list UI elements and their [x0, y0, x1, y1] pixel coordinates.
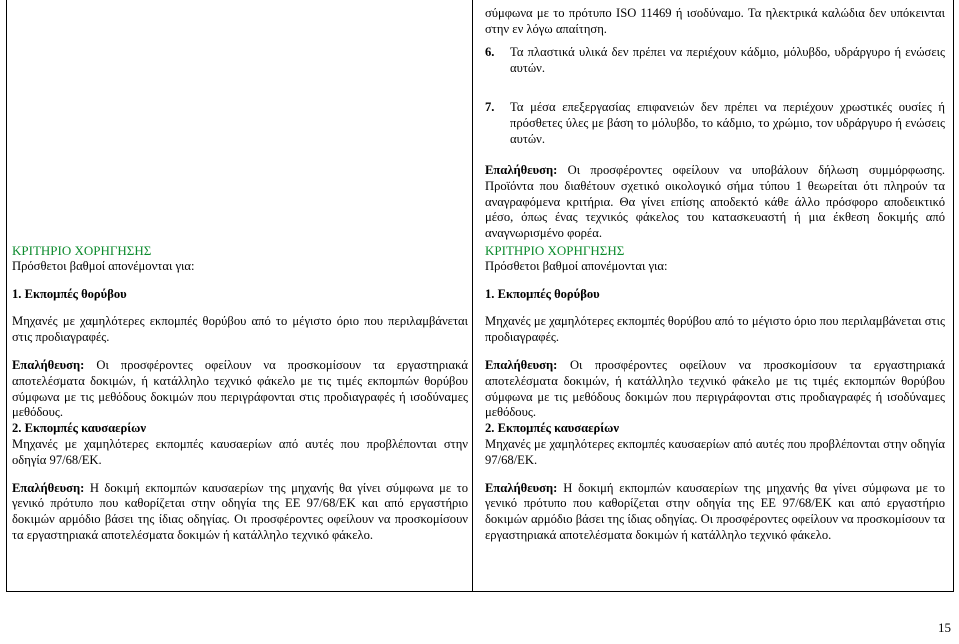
exhaust-text-right: Μηχανές με χαμηλότερες εκπομπές καυσαερίων από αυτές που προβλέπονται στην οδηγία 97/68/ΕΚ.	[485, 436, 945, 467]
item-6-text: Τα πλαστικά υλικά δεν πρέπει να περιέχουν κάδμιο, μόλυβδο, υδράργυρο ή ενώσεις αυτών.	[510, 45, 945, 75]
verification-paragraph	[485, 163, 945, 242]
right-verification	[485, 163, 945, 242]
noise-verification-label-right: Επαλήθευση:	[485, 357, 558, 372]
verification-label: Επαλήθευση:	[485, 163, 558, 177]
exhaust-verification-label-right: Επαλήθευση:	[485, 480, 558, 495]
noise-verification	[12, 358, 468, 421]
noise-verification-text-right: Οι προσφέροντες οφείλουν να προσκομίσουν τα εργαστηριακά αποτελέσματα δοκιμών, ή κατάλληλο τεχνικό φάκελο με τις τιμές εκπομπών θορύβου σύμφωνα με τις μεθόδους δοκιμών που περιγράφονται στις προδιαγραφές ή ισοδύναμες μεθόδους.	[485, 357, 945, 420]
noise-verification-label: Επαλήθευση:	[12, 357, 85, 372]
right-award-block	[485, 243, 945, 544]
exhaust-verification-label: Επαλήθευση:	[12, 480, 85, 495]
right-intro	[485, 6, 945, 38]
item-6-number: 6.	[485, 45, 495, 59]
exhaust-verification-right	[485, 481, 945, 544]
verification-text: Οι προσφέροντες οφείλουν να υποβάλουν δήλωση συμμόρφωσης. Προϊόντα που διαθέτουν σχετικό οικολογικό σήμα τύπου 1 θεωρείται ότι πληρούν τα αναγραφόμενα κριτήρια. Θα γίνει επίσης αποδεκτό κάθε άλλο πρόσφορο αποδεικτικό μέσο, όπως ένας τεχνικός φάκελος του κατασκευαστή ή μια έκθεση δοκιμής από αναγνωρισμένο φορέα.	[485, 163, 945, 241]
exhaust-verification-text: Η δοκιμή εκπομπών καυσαερίων της μηχανής θα γίνει σύμφωνα με το γενικό πρότυπο που καθορίζεται στην οδηγία της ΕΕ 97/68/ΕΚ και από εργαστήριο δοκιμών αρμόδιο βάσει της ίδιας οδηγίας. Οι προσφέροντες οφείλουν να προσκομίσουν τα εργαστηριακά αποτελέσματα δοκιμών ή κατάλληλο τεχνικό φάκελο.	[12, 480, 468, 542]
column-divider	[472, 0, 473, 592]
list-item-6	[485, 45, 945, 77]
additional-points-right: Πρόσθετοι βαθμοί απονέμονται για:	[485, 258, 668, 273]
list-item-7	[485, 100, 945, 147]
exhaust-heading-text-right: 2. Εκπομπές καυσαερίων	[485, 421, 619, 436]
noise-text-right: Μηχανές με χαμηλότερες εκπομπές θορύβου από το μέγιστο όριο που περιλαμβάνεται στις προδιαγραφές.	[485, 314, 945, 345]
noise-verification-right	[485, 358, 945, 421]
noise-heading	[12, 287, 468, 303]
page-number: 15	[938, 620, 951, 635]
noise-verification-text: Οι προσφέροντες οφείλουν να προσκομίσουν τα εργαστηριακά αποτελέσματα δοκιμών, ή κατάλληλο τεχνικό φάκελο με τις τιμές εκπομπών θορύβου σύμφωνα με τις μεθόδους δοκιμών που περιγράφονται στις προδιαγραφές ή ισοδύναμες μεθόδους.	[12, 357, 468, 420]
exhaust-heading-right	[485, 421, 945, 437]
item-7-text: Τα μέσα επεξεργασίας επιφανειών δεν πρέπει να περιέχουν χρωστικές ουσίες ή πρόσθετες ύλες με βάση το μόλυβδο, το κάδμιο, το χρώμιο, τον υδράργυρο ή ενώσεις αυτών.	[510, 100, 945, 146]
noise-heading-right	[485, 287, 945, 303]
noise-heading-text: 1. Εκπομπές θορύβου	[12, 286, 127, 301]
exhaust-heading-text: 2. Εκπομπές καυσαερίων	[12, 421, 146, 436]
intro-text: σύμφωνα με το πρότυπο ISO 11469 ή ισοδύναμο. Τα ηλεκτρικά καλώδια δεν υπόκεινται στην εν λόγω απαίτηση.	[485, 6, 945, 36]
noise-heading-text-right: 1. Εκπομπές θορύβου	[485, 286, 600, 301]
exhaust-heading	[12, 421, 468, 437]
additional-points: Πρόσθετοι βαθμοί απονέμονται για:	[12, 258, 195, 273]
criterion-title-right: ΚΡΙΤΗΡΙΟ ΧΟΡΗΓΗΣΗΣ	[485, 243, 625, 258]
exhaust-verification	[12, 481, 468, 544]
item-7-number: 7.	[485, 100, 495, 114]
left-award-block	[12, 243, 468, 544]
noise-text: Μηχανές με χαμηλότερες εκπομπές θορύβου από το μέγιστο όριο που περιλαμβάνεται στις προδιαγραφές.	[12, 314, 468, 345]
criterion-title: ΚΡΙΤΗΡΙΟ ΧΟΡΗΓΗΣΗΣ	[12, 243, 152, 258]
exhaust-verification-text-right: Η δοκιμή εκπομπών καυσαερίων της μηχανής θα γίνει σύμφωνα με το γενικό πρότυπο που καθορίζεται στην οδηγία της ΕΕ 97/68/ΕΚ και από εργαστήριο δοκιμών αρμόδιο βάσει της ίδιας οδηγίας. Οι προσφέροντες οφείλουν να προσκομίσουν τα εργαστηριακά αποτελέσματα δοκιμών ή κατάλληλο τεχνικό φάκελο.	[485, 480, 945, 542]
exhaust-text: Μηχανές με χαμηλότερες εκπομπές καυσαερίων από αυτές που προβλέπονται στην οδηγία 97/68/ΕΚ.	[12, 436, 468, 467]
